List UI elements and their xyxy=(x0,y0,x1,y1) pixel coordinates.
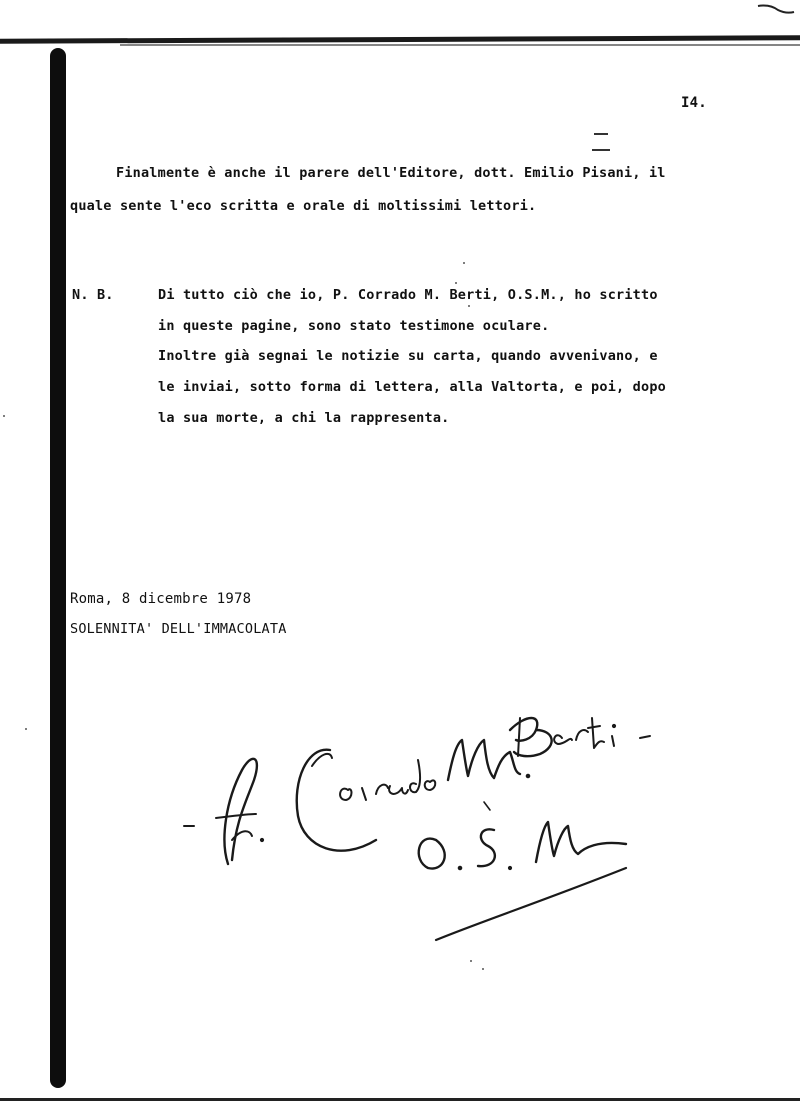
paragraph-line: quale sente l'eco scritta e orale di moltissimi lettori. xyxy=(70,198,537,214)
closing-date: Roma, 8 dicembre 1978 xyxy=(70,591,252,607)
page-number: I4. xyxy=(681,95,707,111)
nota-bene-label: N. B. xyxy=(72,287,114,303)
scan-top-border-shadow xyxy=(120,44,800,46)
nota-bene-line: Inoltre già segnai le notizie su carta, quando avvenivano, e xyxy=(158,348,658,364)
scan-speck xyxy=(470,960,472,962)
scan-dash xyxy=(594,133,608,135)
scan-speck xyxy=(482,968,484,970)
paragraph-line: Finalmente è anche il parere dell'Editore, dott. Emilio Pisani, il xyxy=(116,165,666,181)
nota-bene-line: Di tutto ciò che io, P. Corrado M. Berti, O.S.M., ho scritto xyxy=(158,287,658,303)
closing-feast: SOLENNITA' DELL'IMMACOLATA xyxy=(70,621,287,637)
corner-scan-mark xyxy=(756,2,796,18)
scan-speck xyxy=(455,282,457,284)
scan-speck xyxy=(3,415,5,417)
scan-speck xyxy=(468,305,470,307)
scan-speck xyxy=(463,262,465,264)
scan-bottom-border xyxy=(0,1098,800,1101)
scan-binding-shadow xyxy=(50,48,66,1088)
scan-dash xyxy=(592,149,610,151)
nota-bene-line: le inviai, sotto forma di lettera, alla Valtorta, e poi, dopo xyxy=(158,379,666,395)
handwritten-signature xyxy=(180,690,660,950)
nota-bene-line: la sua morte, a chi la rappresenta. xyxy=(158,410,450,426)
scan-speck xyxy=(25,728,27,730)
scan-top-border xyxy=(0,35,800,43)
nota-bene-line: in queste pagine, sono stato testimone oculare. xyxy=(158,318,550,334)
